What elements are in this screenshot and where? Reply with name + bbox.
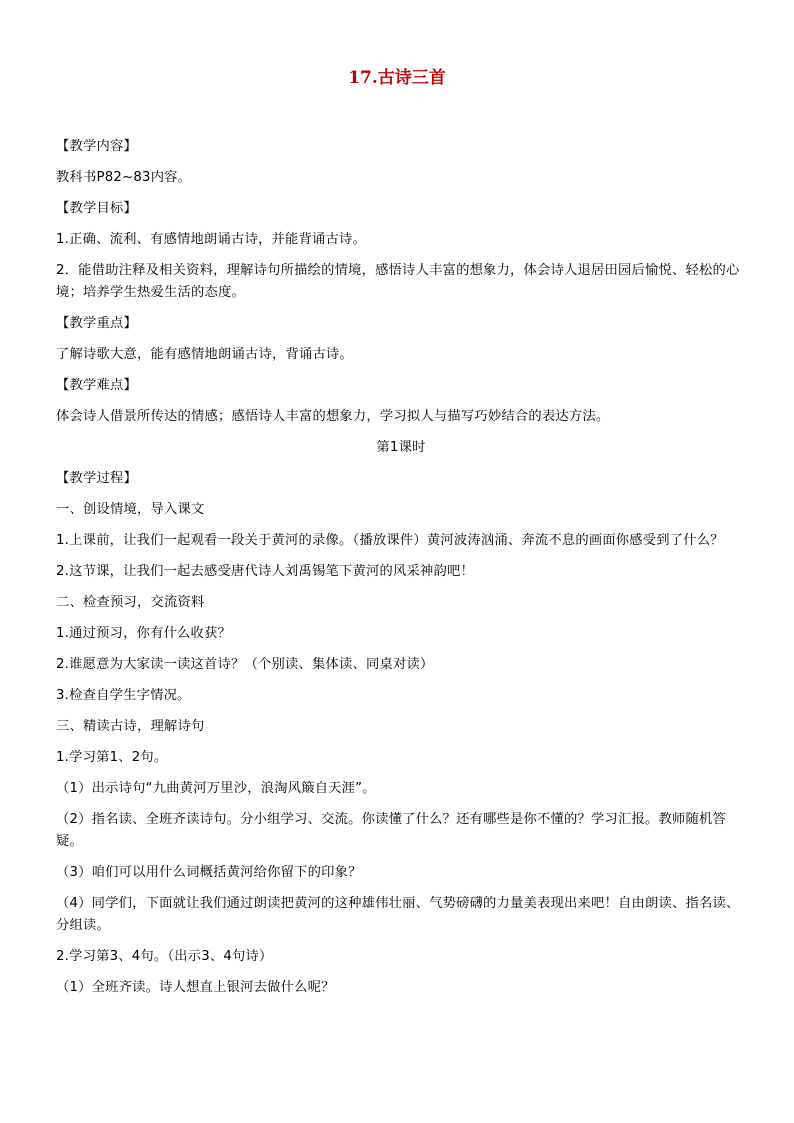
paragraph: 体会诗人借景所传达的情感；感悟诗人丰富的想象力，学习拟人与描写巧妙结合的表达方法。 <box>56 409 610 424</box>
paragraph: （4）同学们，下面就让我们通过朗读把黄河的这种雄伟壮丽、气势磅礴的力量美表现出来吧！自由朗读、指名读、分组读。 <box>56 896 740 933</box>
paragraph: 1.正确、流利、有感情地朗诵古诗，并能背诵古诗。 <box>56 232 367 247</box>
paragraph: 1.上课前，让我们一起观看一段关于黄河的录像。（播放课件）黄河波涛汹涌、奔流不息的画面你感受到了什么？ <box>56 533 724 548</box>
paragraph: 2.学习第3、4句。（出示3、4句诗） <box>56 949 273 964</box>
paragraph: 2.谁愿意为大家读一读这首诗？（个别读、集体读、同桌对读） <box>56 657 434 672</box>
subheading: 一、创设情境，导入课文 <box>56 502 205 517</box>
section-heading-key-points: 【教学重点】 <box>56 316 137 331</box>
subheading: 三、精读古诗，理解诗句 <box>56 719 205 734</box>
paragraph: 2．能借助注释及相关资料，理解诗句所描绘的情境，感悟诗人丰富的想象力，体会诗人退居田园后愉悦、轻松的心境；培养学生热爱生活的态度。 <box>56 263 740 300</box>
document-title: 17.古诗三首 <box>348 68 446 88</box>
subheading: 二、检查预习，交流资料 <box>56 595 205 610</box>
section-heading-content: 【教学内容】 <box>56 139 137 154</box>
paragraph: 1.学习第1、2句。 <box>56 750 168 765</box>
paragraph: 了解诗歌大意，能有感情地朗诵古诗，背诵古诗。 <box>56 347 353 362</box>
paragraph: 3.检查自学生字情况。 <box>56 688 191 703</box>
paragraph: 1.通过预习，你有什么收获？ <box>56 626 232 641</box>
paragraph: 2.这节课，让我们一起去感受唐代诗人刘禹锡笔下黄河的风采神韵吧！ <box>56 564 474 579</box>
paragraph: （3）咱们可以用什么词概括黄河给你留下的印象？ <box>56 865 362 880</box>
section-heading-process: 【教学过程】 <box>56 471 137 486</box>
document-body <box>56 136 746 1008</box>
paragraph: （1）全班齐读。诗人想直上银河去做什么呢？ <box>56 980 335 995</box>
paragraph: （1）出示诗句“九曲黄河万里沙，浪淘风簸自天涯”。 <box>56 781 376 796</box>
section-heading-difficulties: 【教学难点】 <box>56 378 137 393</box>
paragraph: （2）指名读、全班齐读诗句。分小组学习、交流。你读懂了什么？还有哪些是你不懂的？学习汇报。教师随机答疑。 <box>56 812 727 849</box>
lesson-period-heading: 第1课时 <box>376 440 426 455</box>
paragraph: 教科书P82~83内容。 <box>56 170 192 185</box>
section-heading-goals: 【教学目标】 <box>56 201 137 216</box>
